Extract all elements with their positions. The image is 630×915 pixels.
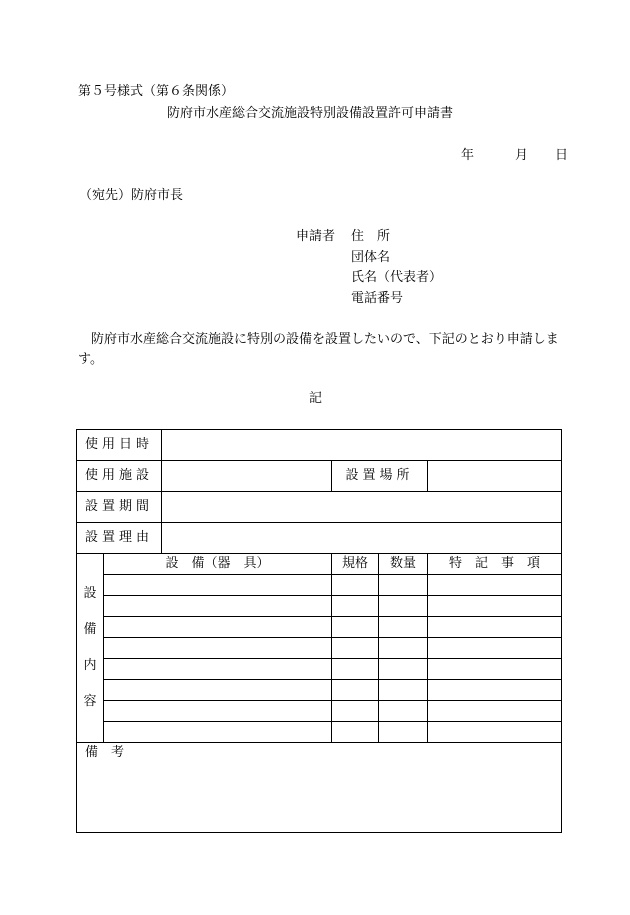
date-year: 年 xyxy=(461,148,475,163)
notes-cell[interactable] xyxy=(428,659,562,680)
applicant-address-label: 住 所 xyxy=(351,229,391,244)
install-reason-label: 設置理由 xyxy=(77,523,162,554)
notes-cell[interactable] xyxy=(428,617,562,638)
equipment-cell[interactable] xyxy=(104,596,332,617)
install-period-field[interactable] xyxy=(162,492,562,523)
spec-cell[interactable] xyxy=(332,680,379,701)
spec-cell[interactable] xyxy=(332,659,379,680)
equipment-cell[interactable] xyxy=(104,701,332,722)
date-day: 日 xyxy=(555,148,569,163)
applicant-phone-label: 電話番号 xyxy=(351,291,404,306)
spec-cell[interactable] xyxy=(332,596,379,617)
equipment-section-label xyxy=(77,554,104,743)
quantity-cell[interactable] xyxy=(379,617,428,638)
document-title: 防府市水産総合交流施設特別設備設置許可申請書 xyxy=(167,106,454,121)
quantity-cell[interactable] xyxy=(379,659,428,680)
quantity-cell[interactable] xyxy=(379,638,428,659)
install-location-label: 設置場所 xyxy=(332,461,428,492)
equipment-cell[interactable] xyxy=(104,638,332,659)
quantity-cell[interactable] xyxy=(379,701,428,722)
remarks-field[interactable] xyxy=(77,743,562,833)
equipment-cell[interactable] xyxy=(104,680,332,701)
equipment-char-3: 内 xyxy=(83,658,97,673)
applicant-organization-label: 団体名 xyxy=(351,250,391,265)
equipment-cell[interactable] xyxy=(104,575,332,596)
equipment-cell[interactable] xyxy=(104,617,332,638)
spec-cell[interactable] xyxy=(332,722,379,743)
use-datetime-field[interactable] xyxy=(162,430,562,461)
addressee: （宛先）防府市長 xyxy=(79,188,184,203)
use-facility-label: 使用施設 xyxy=(77,461,162,492)
notes-cell[interactable] xyxy=(428,596,562,617)
quantity-cell[interactable] xyxy=(379,722,428,743)
equipment-char-2: 備 xyxy=(83,622,97,637)
date-line xyxy=(461,148,568,164)
remarks-label: 備 考 xyxy=(85,745,125,760)
spec-cell[interactable] xyxy=(332,617,379,638)
applicant-representative-label: 氏名（代表者） xyxy=(351,270,443,285)
notes-cell[interactable] xyxy=(428,680,562,701)
notes-cell[interactable] xyxy=(428,575,562,596)
application-table xyxy=(76,429,562,833)
equipment-char-1: 設 xyxy=(83,586,97,601)
install-reason-field[interactable] xyxy=(162,523,562,554)
application-statement: 防府市水産総合交流施設に特別の設備を設置したいので、下記のとおり申請します。 xyxy=(78,332,559,367)
install-location-field[interactable] xyxy=(428,461,562,492)
equipment-cell[interactable] xyxy=(104,659,332,680)
equipment-cell[interactable] xyxy=(104,722,332,743)
spec-cell[interactable] xyxy=(332,575,379,596)
applicant-label: 申請者 xyxy=(296,229,336,244)
notes-cell[interactable] xyxy=(428,722,562,743)
ki-heading: 記 xyxy=(309,391,323,406)
equipment-char-4: 容 xyxy=(83,694,97,709)
equipment-header: 設 備（器 具） xyxy=(104,554,332,575)
quantity-cell[interactable] xyxy=(379,575,428,596)
notes-cell[interactable] xyxy=(428,638,562,659)
date-month: 月 xyxy=(515,148,529,163)
use-facility-field[interactable] xyxy=(162,461,332,492)
quantity-cell[interactable] xyxy=(379,680,428,701)
install-period-label: 設置期間 xyxy=(77,492,162,523)
form-number: 第５号様式（第６条関係） xyxy=(78,84,235,99)
use-datetime-label: 使用日時 xyxy=(77,430,162,461)
spec-header: 規格 xyxy=(332,554,379,575)
quantity-header: 数量 xyxy=(379,554,428,575)
notes-header: 特 記 事 項 xyxy=(428,554,562,575)
notes-cell[interactable] xyxy=(428,701,562,722)
spec-cell[interactable] xyxy=(332,701,379,722)
spec-cell[interactable] xyxy=(332,638,379,659)
quantity-cell[interactable] xyxy=(379,596,428,617)
